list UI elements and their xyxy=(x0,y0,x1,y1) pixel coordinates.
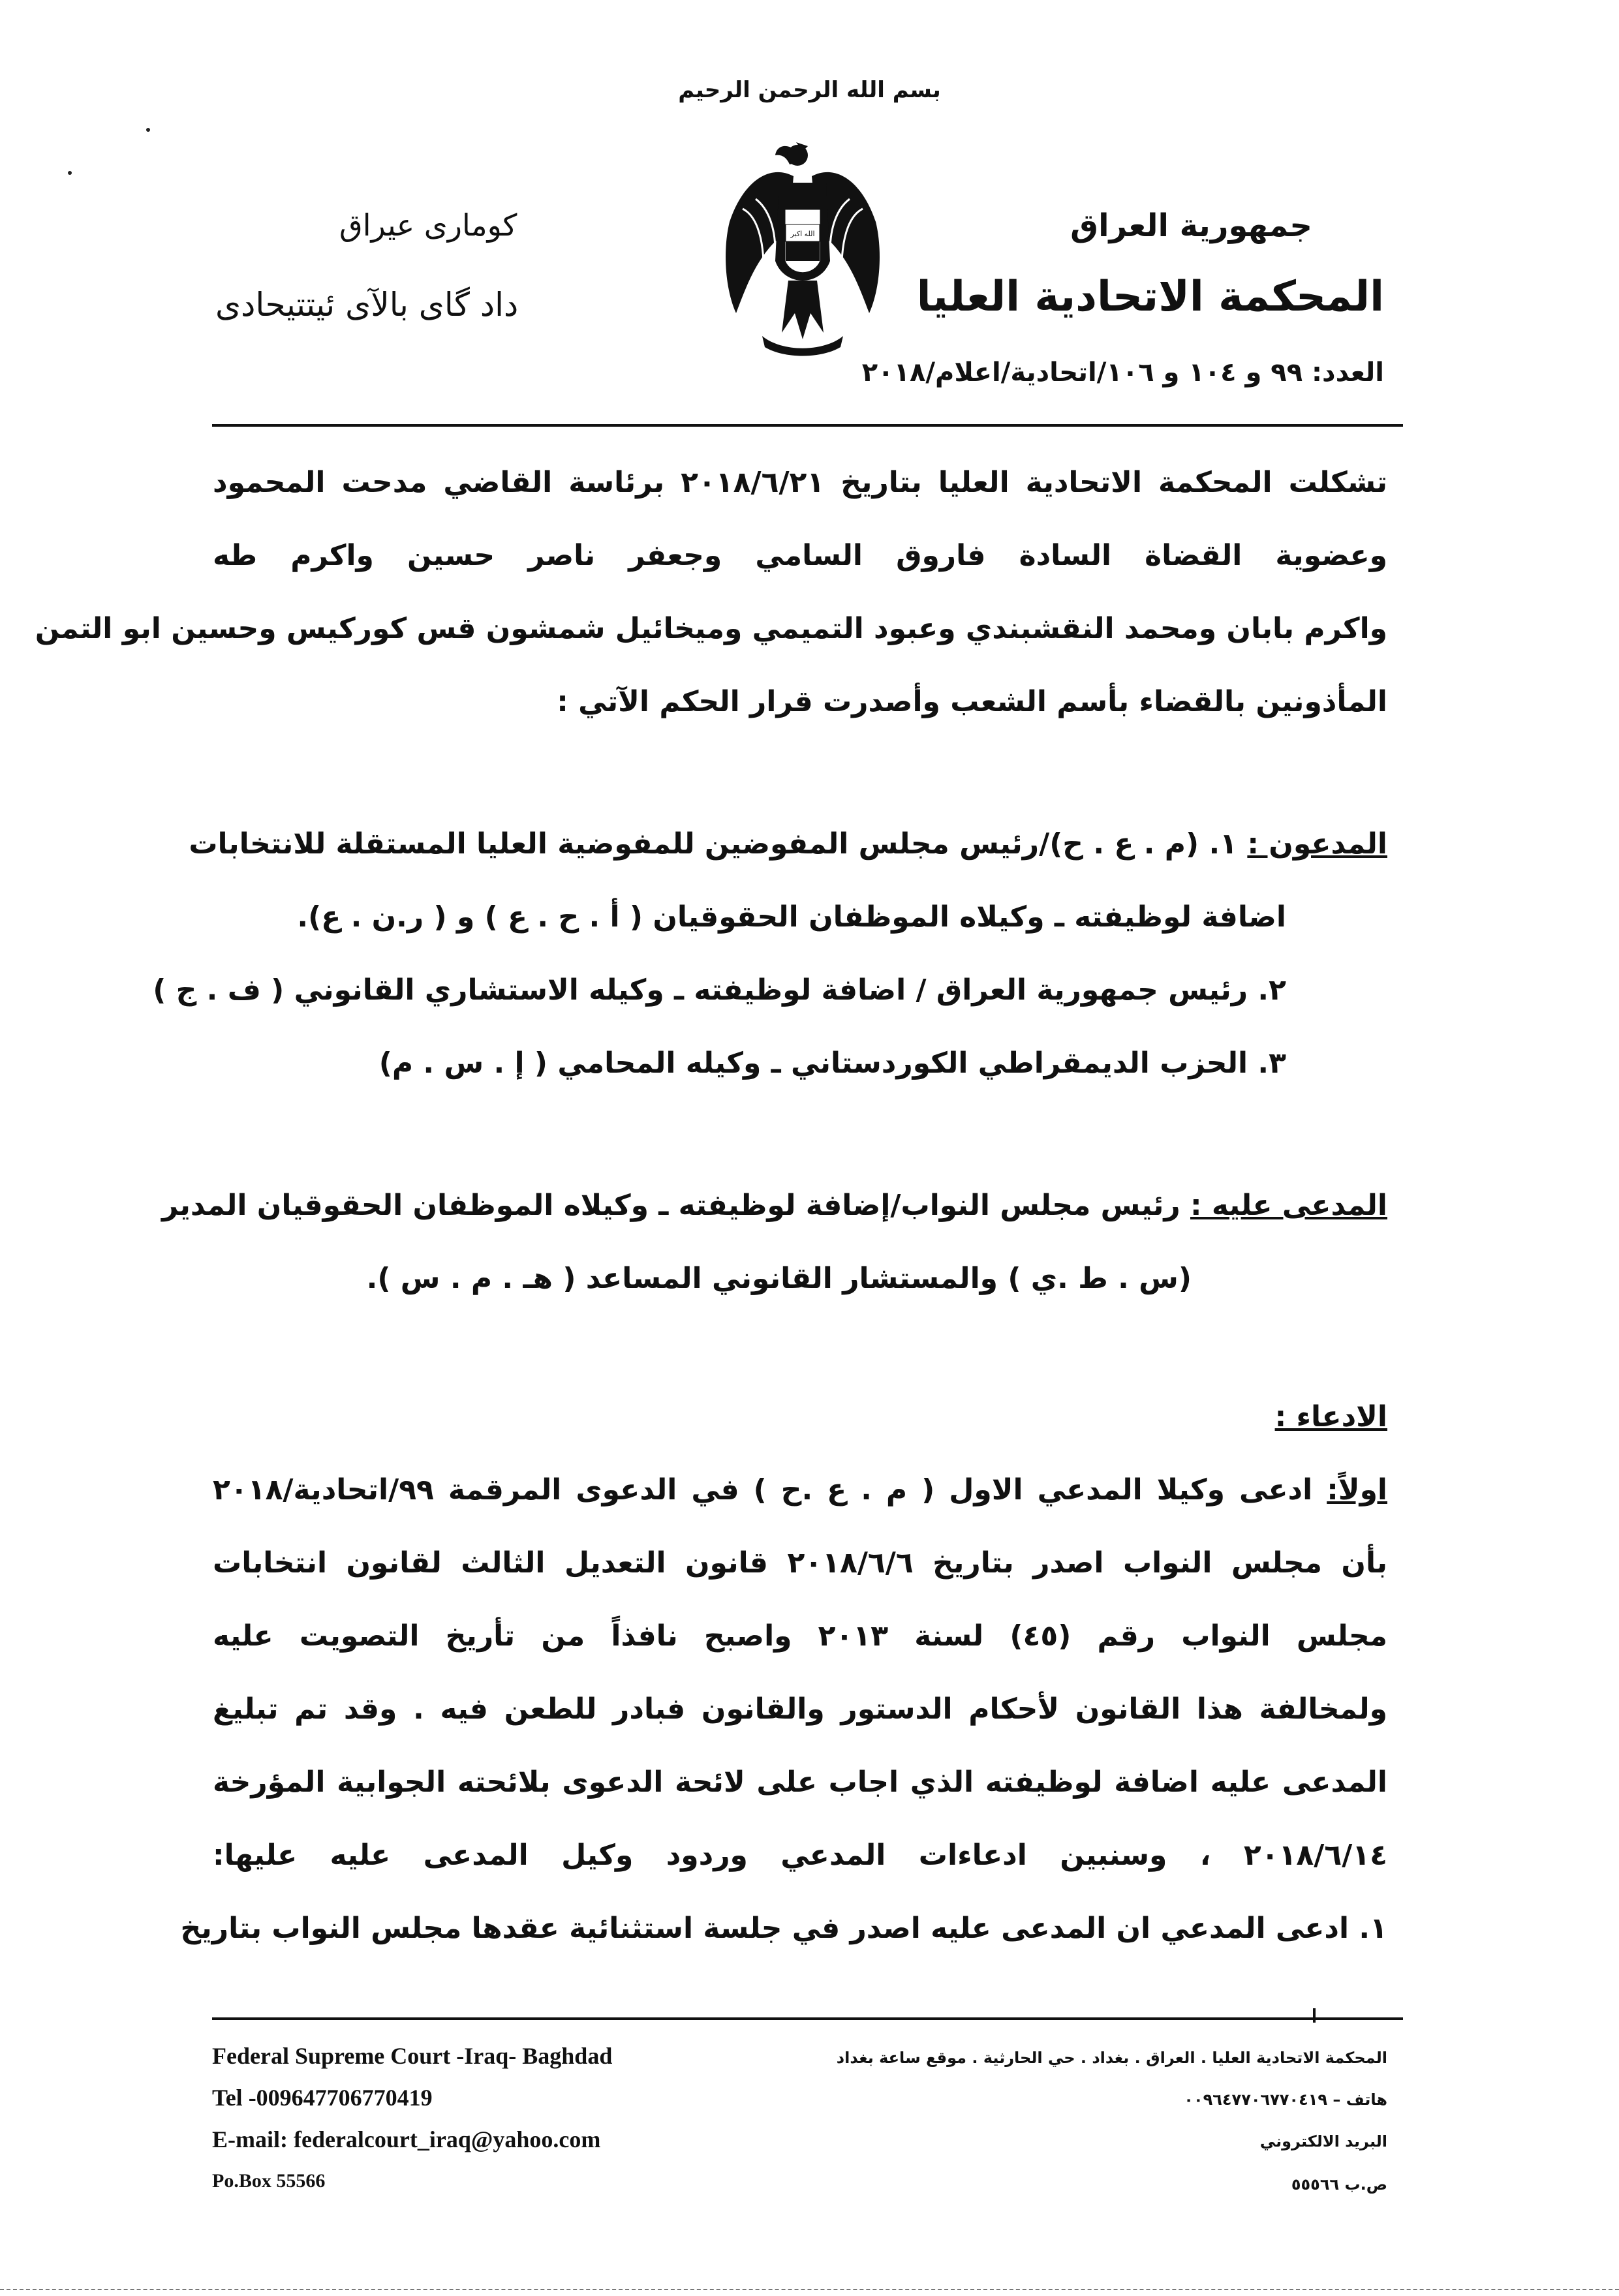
footer-tel-en: Tel -009647706770419 xyxy=(212,2085,433,2111)
defendant-text-1: رئيس مجلس النواب/إضافة لوظيفته ـ وكيلاه الموظفان الحقوقيان المدير xyxy=(162,1189,1180,1222)
intro-line-4: المأذونين بالقضاء بأسم الشعب وأصدرت قرار الحكم الآتي : xyxy=(557,685,1387,718)
footer-pobox-ar: ص.ب ٥٥٥٦٦ xyxy=(1291,2175,1387,2194)
scan-edge-line xyxy=(0,2289,1619,2290)
defendant-label: المدعى عليه : xyxy=(1190,1189,1387,1222)
claim-line-5: المدعى عليه اضافة لوظيفته الذي اجاب على لائحة الدعوى بلائحته الجوابية المؤرخة xyxy=(213,1766,1387,1799)
scan-speck xyxy=(68,171,72,175)
kurdish-court-name: داد گای بالآی ئیتتیحادی xyxy=(215,286,519,324)
footer-tel-ar: هاتف – ٠٠٩٦٤٧٧٠٦٧٧٠٤١٩ xyxy=(1184,2090,1387,2109)
footer-email-ar: البريد الالكتروني xyxy=(1259,2132,1387,2151)
footer-pobox-en: Po.Box 55566 xyxy=(212,2170,326,2192)
claim-line-7: ١. ادعى المدعي ان المدعى عليه اصدر في جلسة استثنائية عقدها مجلس النواب بتاريخ xyxy=(180,1912,1387,1945)
plaintiffs-line-3: ٢. رئيس جمهورية العراق / اضافة لوظيفته ـ وكيله الاستشاري القانوني ( ف . ج ) xyxy=(153,973,1286,1007)
plaintiffs-line-2: اضافة لوظيفته ـ وكيلاه الموظفان الحقوقيان ( أ . ح . ع ) و ( ر.ن . ع). xyxy=(297,900,1286,934)
basmala: بسم الله الرحمن الرحيم xyxy=(678,77,941,103)
iraq-eagle-emblem-icon xyxy=(717,137,889,359)
first-label: اولاً: xyxy=(1327,1473,1387,1507)
court-name: المحكمة الاتحادية العليا xyxy=(916,273,1384,321)
plaintiffs-line-1 xyxy=(189,827,1387,861)
claim-line-4: ولمخالفة هذا القانون لأحكام الدستور والقانون فبادر للطعن فيه . وقد تم تبليغ xyxy=(213,1692,1387,1726)
claim-text-1: ادعى وكيلا المدعي الاول ( م . ع .ح ) في الدعوى المرقمة ٩٩/اتحادية/٢٠١٨ xyxy=(213,1473,1313,1507)
claim-line-3: مجلس النواب رقم (٤٥) لسنة ٢٠١٣ واصبح نافذاً من تأريخ التصويت عليه xyxy=(213,1619,1388,1653)
intro-line-2: وعضوية القضاة السادة فاروق السامي وجعفر ناصر حسين واكرم طه xyxy=(213,539,1387,572)
kurdish-republic-name: كوماری عیراق xyxy=(339,207,517,243)
plaintiffs-label: المدعون : xyxy=(1247,827,1387,861)
plaintiffs-text-1: ١. (م . ع . ح)/رئيس مجلس المفوضين للمفوضية العليا المستقلة للانتخابات xyxy=(189,827,1238,861)
footer-divider xyxy=(212,2017,1403,2020)
emblem-shield-text: الله اكبر xyxy=(790,230,815,238)
republic-name: جمهورية العراق xyxy=(1070,207,1312,244)
defendant-line-2: (س . ط .ي ) والمستشار القانوني المساعد ( هـ . م . س ). xyxy=(366,1262,1192,1295)
claim-line-1 xyxy=(213,1473,1387,1507)
footer-address-en: Federal Supreme Court -Iraq- Baghdad xyxy=(212,2043,613,2069)
claim-line-6: ٢٠١٨/٦/١٤ ، وسنبين ادعاءات المدعي وردود وكيل المدعى عليه عليها: xyxy=(213,1839,1387,1872)
footer-tick xyxy=(1313,2008,1316,2023)
header-divider xyxy=(212,424,1403,427)
reference-number: العدد: ٩٩ و ١٠٤ و ١٠٦/اتحادية/اعلام/٢٠١٨ xyxy=(861,358,1384,388)
defendant-line-1 xyxy=(162,1189,1387,1222)
intro-line-3: واكرم بابان ومحمد النقشبندي وعبود التميمي وميخائيل شمشون قس كوركيس وحسين ابو التمن xyxy=(35,612,1387,645)
plaintiffs-line-4: ٣. الحزب الديمقراطي الكوردستاني ـ وكيله المحامي ( إ . س . م) xyxy=(378,1047,1286,1080)
claim-heading: الادعاء : xyxy=(1274,1400,1387,1433)
footer-email-en: E-mail: federalcourt_iraq@yahoo.com xyxy=(212,2126,601,2152)
claim-line-2: بأن مجلس النواب اصدر بتاريخ ٢٠١٨/٦/٦ قانون التعديل الثالث لقانون انتخابات xyxy=(213,1546,1387,1580)
footer-address-ar: المحكمة الاتحادية العليا . العراق . بغداد . حي الحارثية . موقع ساعة بغداد xyxy=(836,2049,1387,2067)
scan-speck xyxy=(146,128,150,132)
intro-line-1: تشكلت المحكمة الاتحادية العليا بتاريخ ٢٠١٨/٦/٢١ برئاسة القاضي مدحت المحمود xyxy=(213,466,1387,499)
